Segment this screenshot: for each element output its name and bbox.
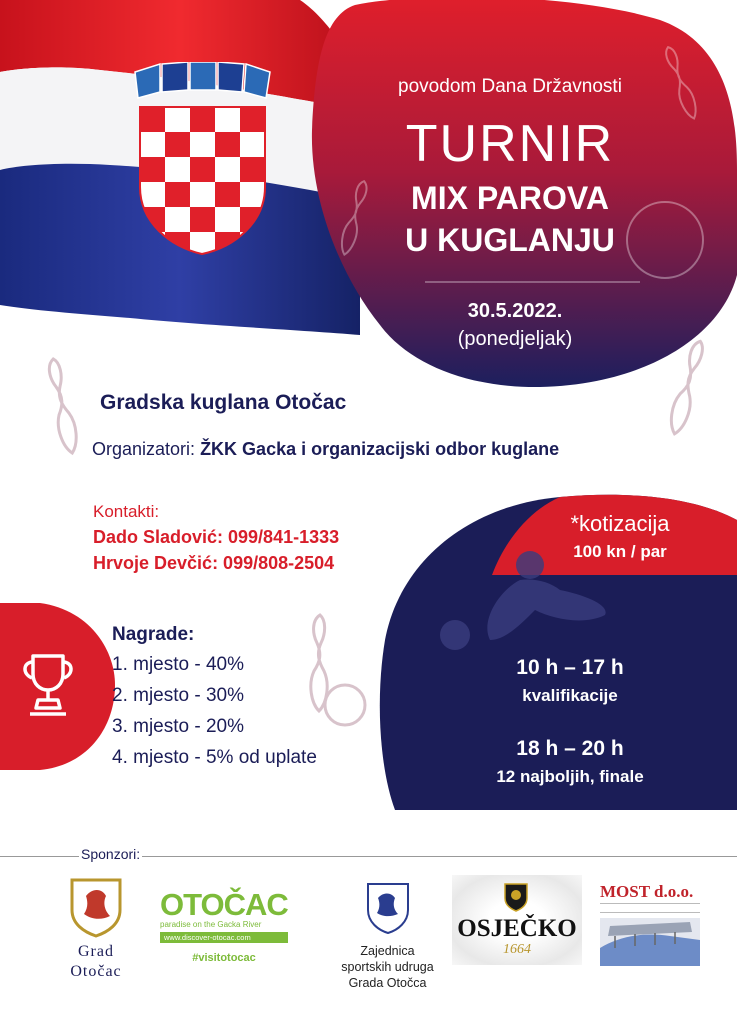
osjecko-name: OSJEČKO <box>457 915 577 942</box>
schedule-time-2: 18 h – 20 h <box>516 737 624 760</box>
most-fineprint <box>600 903 700 913</box>
title-turnir: TURNIR <box>405 115 615 173</box>
prize-item-4: 4. mjesto - 5% od uplate <box>112 747 317 768</box>
grad-otocac-logo <box>46 942 146 982</box>
prize-item-3: 3. mjesto - 20% <box>112 716 244 737</box>
trophy-icon <box>18 652 78 717</box>
contacts-label: Kontakti: <box>93 502 160 521</box>
occasion-text: povodom Dana Državnosti <box>398 76 622 97</box>
fee-label: *kotizacija <box>570 511 670 536</box>
organizers-label: Organizatori: <box>92 439 196 459</box>
organizers-value: ŽKK Gacka i organizacijski odbor kuglane <box>200 439 560 459</box>
zajednica-crest-icon <box>364 880 412 936</box>
event-date: 30.5.2022. <box>467 300 563 322</box>
most-logo-name: MOST d.o.o. <box>600 882 694 901</box>
fee-value: 100 kn / par <box>573 542 667 561</box>
event-day: (ponedjeljak) <box>457 328 573 350</box>
schedule-desc-1: kvalifikacije <box>522 686 618 705</box>
title-mix-parova: MIX PAROVA <box>411 180 609 216</box>
otocac-tourism-logo <box>160 887 288 964</box>
osjecko-year: 1664 <box>503 942 531 957</box>
otocac-tourism-tagline: paradise on the Gacka River <box>160 920 262 929</box>
venue-name: Gradska kuglana Otočac <box>100 391 347 414</box>
grad-otocac-crest-icon <box>68 876 124 938</box>
otocac-tourism-url: www.discover-otocac.com <box>160 932 288 943</box>
grad-otocac-line2: Otočac <box>70 963 122 980</box>
prize-item-2: 2. mjesto - 30% <box>112 685 244 706</box>
zajednica-line2: sportskih udruga <box>341 960 434 974</box>
title-u-kuglanju: U KUGLANJU <box>405 222 615 258</box>
croatian-coat-of-arms-icon <box>130 62 275 257</box>
most-bridge-illustration <box>600 918 700 966</box>
schedule-desc-2: 12 najboljih, finale <box>496 767 644 786</box>
zajednica-line3: Grada Otočca <box>348 976 427 990</box>
zajednica-line1: Zajednica <box>360 944 415 958</box>
organizers-line <box>92 439 559 460</box>
schedule-time-1: 10 h – 17 h <box>516 656 624 679</box>
zajednica-logo <box>325 943 450 991</box>
otocac-tourism-hashtag: #visitotocac <box>192 952 256 964</box>
osjecko-emblem-icon <box>503 882 529 912</box>
contact-hrvoje: Hrvoje Devčić: 099/808-2504 <box>93 553 335 573</box>
grad-otocac-line1: Grad <box>78 943 114 960</box>
prize-item-1: 1. mjesto - 40% <box>112 654 244 675</box>
otocac-tourism-name: OTOČAC <box>160 887 288 922</box>
prizes-label: Nagrade: <box>112 624 195 645</box>
contact-dado: Dado Sladović: 099/841-1333 <box>93 527 340 547</box>
sponsors-label: Sponzori: <box>81 846 141 862</box>
